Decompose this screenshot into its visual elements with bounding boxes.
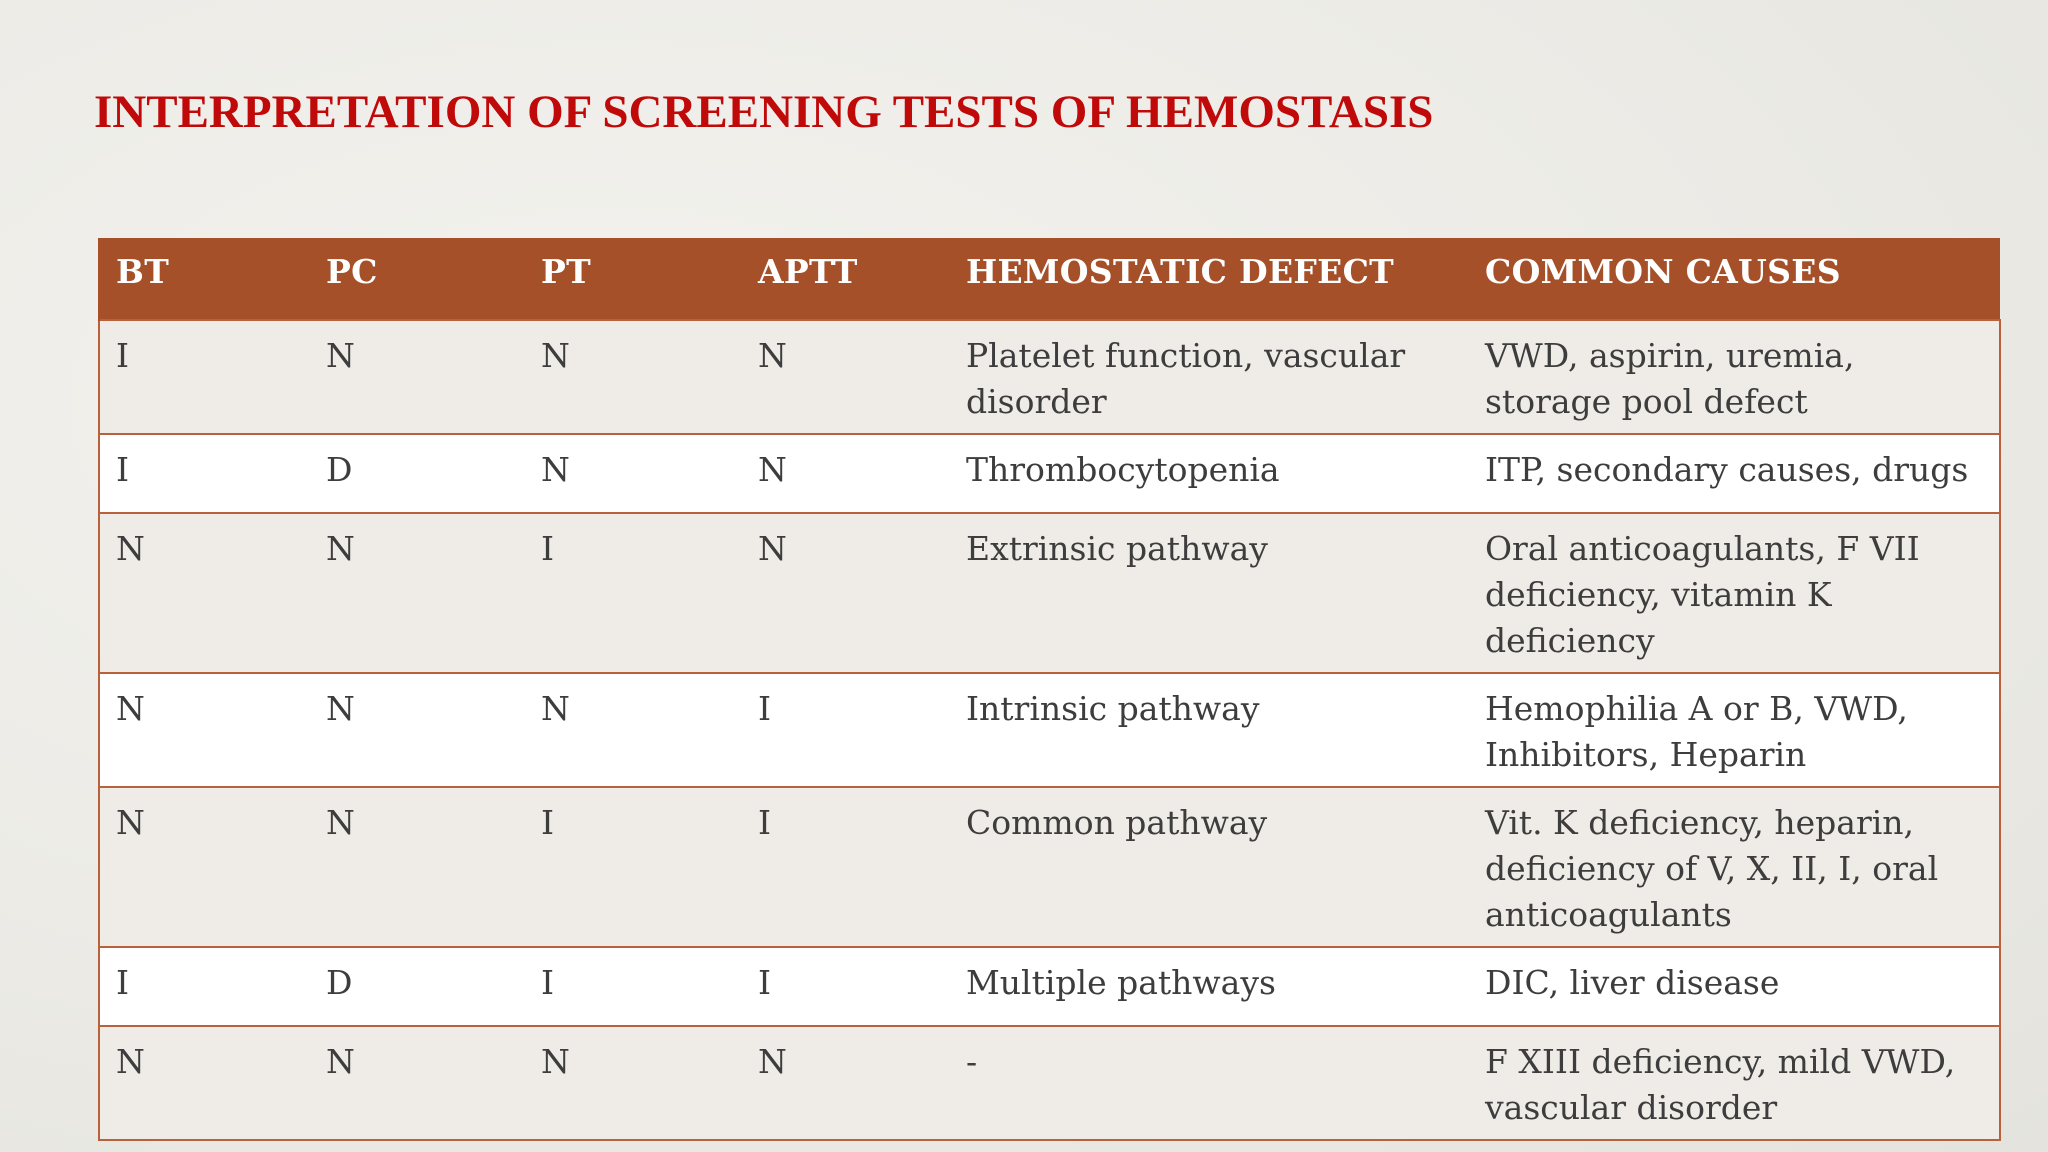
cell-common-causes: DIC, liver disease xyxy=(1469,947,2000,1026)
header-bt: BT xyxy=(99,238,310,320)
cell-hemostatic-defect: Intrinsic pathway xyxy=(950,673,1469,787)
cell-common-causes: F XIII deficiency, mild VWD, vascular disorder xyxy=(1469,1026,2000,1140)
cell-pt: I xyxy=(525,787,742,947)
cell-bt: I xyxy=(99,434,310,513)
cell-bt: N xyxy=(99,513,310,673)
cell-pc: D xyxy=(310,947,525,1026)
cell-hemostatic-defect: Common pathway xyxy=(950,787,1469,947)
table-row xyxy=(99,513,2000,673)
hemostasis-table-container xyxy=(98,238,1999,1141)
hemostasis-table xyxy=(98,238,2001,1141)
cell-pt: N xyxy=(525,434,742,513)
table-row xyxy=(99,673,2000,787)
cell-pc: D xyxy=(310,434,525,513)
cell-hemostatic-defect: - xyxy=(950,1026,1469,1140)
cell-common-causes: Hemophilia A or B, VWD, Inhibitors, Heparin xyxy=(1469,673,2000,787)
cell-pt: N xyxy=(525,673,742,787)
table-row xyxy=(99,1026,2000,1140)
table-body xyxy=(99,320,2000,1140)
cell-aptt: N xyxy=(742,1026,950,1140)
slide-title: INTERPRETATION OF SCREENING TESTS OF HEMOSTASIS xyxy=(94,86,1434,138)
cell-common-causes: ITP, secondary causes, drugs xyxy=(1469,434,2000,513)
table-row xyxy=(99,320,2000,434)
cell-pc: N xyxy=(310,320,525,434)
cell-aptt: I xyxy=(742,787,950,947)
cell-bt: N xyxy=(99,787,310,947)
cell-hemostatic-defect: Multiple pathways xyxy=(950,947,1469,1026)
header-pc: PC xyxy=(310,238,525,320)
cell-pc: N xyxy=(310,513,525,673)
cell-pc: N xyxy=(310,673,525,787)
cell-bt: I xyxy=(99,947,310,1026)
header-aptt: APTT xyxy=(742,238,950,320)
cell-pt: I xyxy=(525,513,742,673)
cell-aptt: N xyxy=(742,320,950,434)
cell-bt: I xyxy=(99,320,310,434)
cell-aptt: I xyxy=(742,947,950,1026)
table-row xyxy=(99,787,2000,947)
header-row xyxy=(99,238,2000,320)
cell-aptt: N xyxy=(742,513,950,673)
cell-hemostatic-defect: Platelet function, vascular disorder xyxy=(950,320,1469,434)
cell-pc: N xyxy=(310,1026,525,1140)
table-header xyxy=(99,238,2000,320)
cell-hemostatic-defect: Thrombocytopenia xyxy=(950,434,1469,513)
cell-bt: N xyxy=(99,673,310,787)
cell-hemostatic-defect: Extrinsic pathway xyxy=(950,513,1469,673)
cell-aptt: N xyxy=(742,434,950,513)
cell-pc: N xyxy=(310,787,525,947)
cell-bt: N xyxy=(99,1026,310,1140)
cell-aptt: I xyxy=(742,673,950,787)
table-row xyxy=(99,947,2000,1026)
cell-common-causes: VWD, aspirin, uremia, storage pool defect xyxy=(1469,320,2000,434)
header-hemostatic-defect: HEMOSTATIC DEFECT xyxy=(950,238,1469,320)
cell-pt: I xyxy=(525,947,742,1026)
cell-common-causes: Oral anticoagulants, F VII deficiency, vitamin K deficiency xyxy=(1469,513,2000,673)
cell-common-causes: Vit. K deficiency, heparin, deficiency of V, X, II, I, oral anticoagulants xyxy=(1469,787,2000,947)
header-common-causes: COMMON CAUSES xyxy=(1469,238,2000,320)
header-pt: PT xyxy=(525,238,742,320)
cell-pt: N xyxy=(525,320,742,434)
table-row xyxy=(99,434,2000,513)
cell-pt: N xyxy=(525,1026,742,1140)
